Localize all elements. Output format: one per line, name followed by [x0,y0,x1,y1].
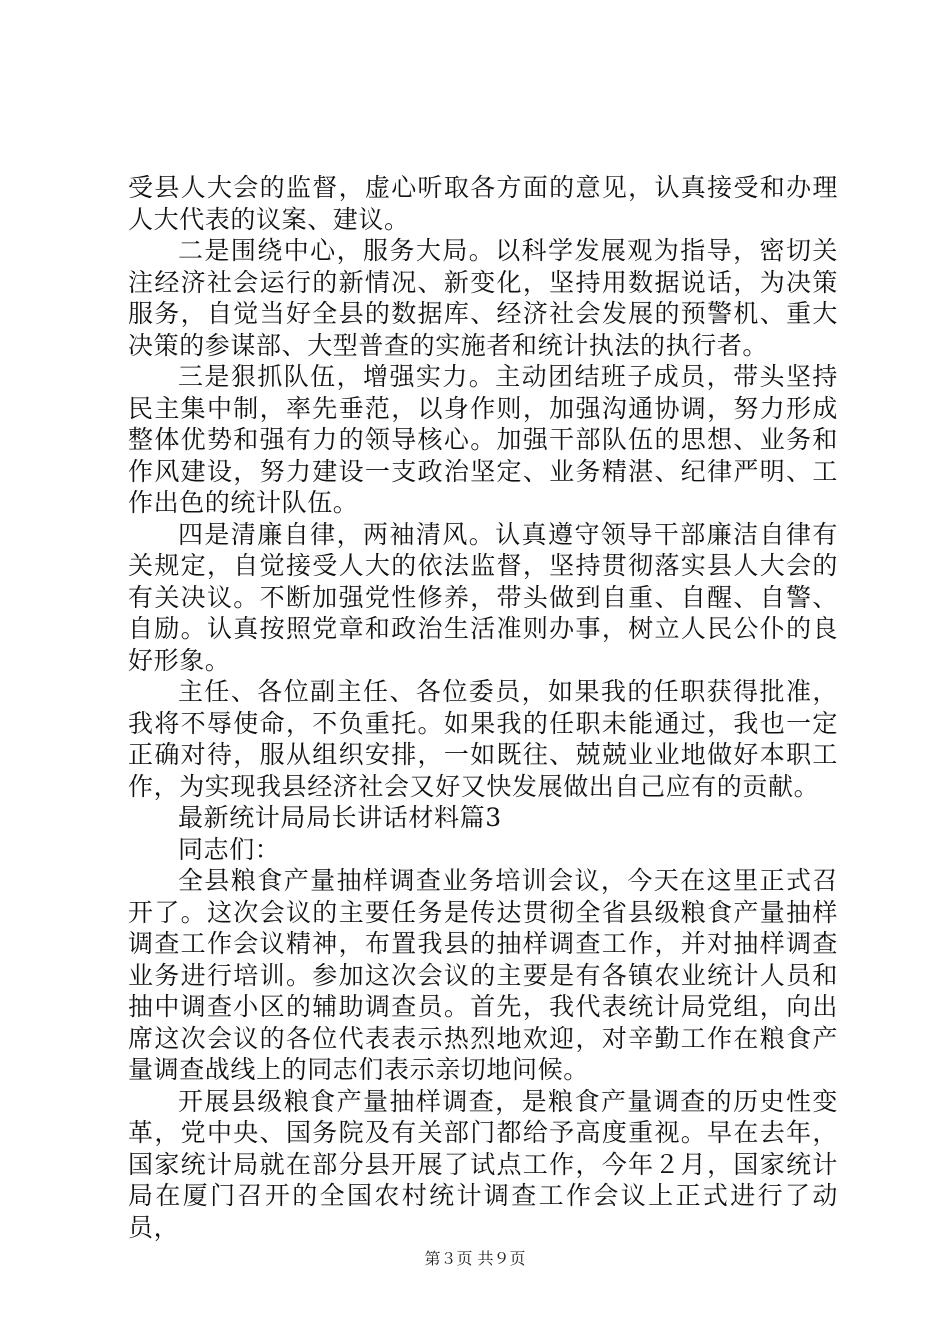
section-heading: 最新统计局局长讲话材料篇3 [178,803,502,832]
document-body [128,172,838,1243]
page-number-footer: 第３页 共９页 [424,1249,526,1268]
salutation: 同志们： [178,834,281,864]
paragraph-8: 全县粮食产量抽样调查业务培训会议，今天在这里正式召开了。这次会议的主要任务是传达贯彻全省县级粮食产量抽样调查工作会议精神，布置我县的抽样调查工作，并对抽样调查业务进行培训。参加这次会议的主要是有各镇农业统计人员和抽中调查小区的辅助调查员。首先，我代表统计局党组，向出席这次会议的各位代表表示热烈地欢迎，对辛勤工作在粮食产量调查战线上的同志们表示亲切地问候。 [128,866,838,1084]
paragraph-5: 主任、各位副主任、各位委员，如果我的任职获得批准，我将不辱使命，不负重托。如果我的任职未能通过，我也一定正确对待，服从组织安排，一如既往、兢兢业业地做好本职工作，为实现我县经济社会又好又快发展做出自己应有的贡献。 [128,677,838,801]
paragraph-9: 开展县级粮食产量抽样调查，是粮食产量调查的历史性变革，党中央、国务院及有关部门都给予高度重视。早在去年，国家统计局就在部分县开展了试点工作，今年２月，国家统计局在厦门召开的全国农村统计调查工作会议上正式进行了动员， [128,1086,838,1242]
paragraph-3: 三是狠抓队伍，增强实力。主动团结班子成员，带头坚持民主集中制，率先垂范，以身作则，加强沟通协调，努力形成整体优势和强有力的领导核心。加强干部队伍的思想、业务和作风建设，努力建设一支政治坚定、业务精湛、纪律严明、工作出色的统计队伍。 [128,362,838,517]
paragraph-1: 受县人大会的监督，虚心听取各方面的意见，认真接受和办理人大代表的议案、建议。 [128,173,838,234]
paragraph-2: 二是围绕中心，服务大局。以科学发展观为指导，密切关注经济社会运行的新情况、新变化，坚持用数据说话，为决策服务，自觉当好全县的数据库、经济社会发展的预警机、重大决策的参谋部、大型普查的实施者和统计执法的执行者。 [128,236,838,360]
paragraph-4: 四是清廉自律，两袖清风。认真遵守领导干部廉洁自律有关规定，自觉接受人大的依法监督，坚持贯彻落实县人大会的有关决议。不断加强党性修养，带头做到自重、自醒、自警、自励。认真按照党章和政治生活准则办事，树立人民公仆的良好形象。 [128,519,838,675]
